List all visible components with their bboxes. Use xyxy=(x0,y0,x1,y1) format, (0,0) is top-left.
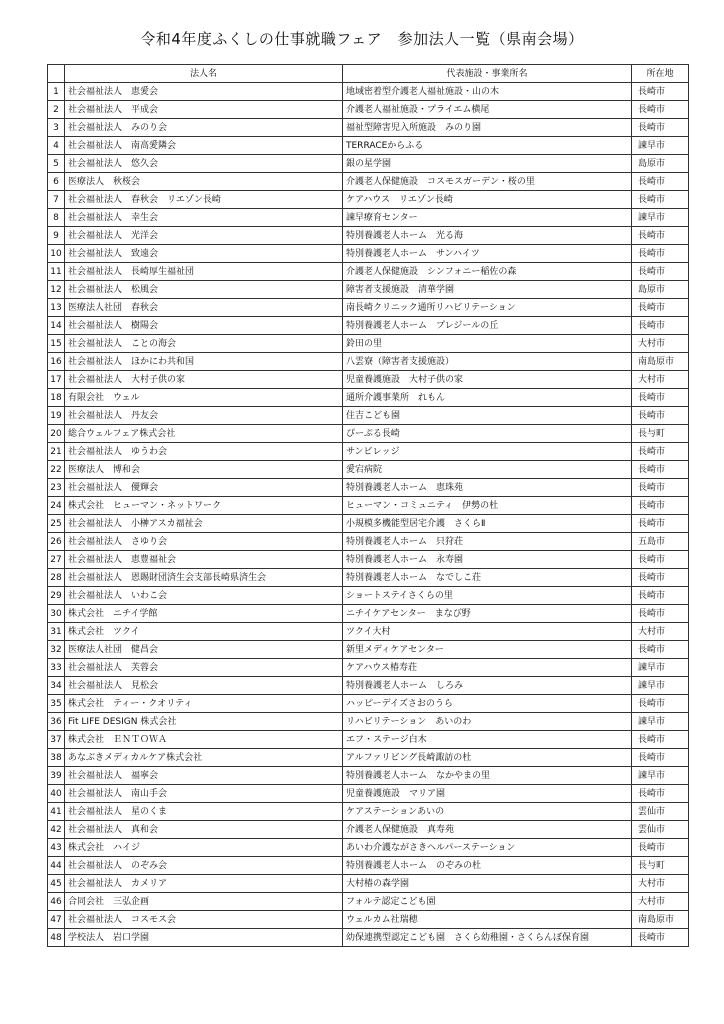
corporation-name: あなぶきメディカルケア株式会社 xyxy=(65,749,343,767)
city-name: 長崎市 xyxy=(632,641,689,659)
row-number: 13 xyxy=(48,299,65,317)
facility-name: 地域密着型介護老人福祉施設・山の木 xyxy=(343,83,632,101)
facility-name: 障害者支援施設 清華学園 xyxy=(343,281,632,299)
city-name: 大村市 xyxy=(632,623,689,641)
column-header-facility: 代表施設・事業所名 xyxy=(343,65,632,83)
participant-table xyxy=(47,64,689,947)
row-number: 47 xyxy=(48,911,65,929)
table-row xyxy=(48,731,689,749)
row-number: 41 xyxy=(48,803,65,821)
table-row xyxy=(48,533,689,551)
table-row xyxy=(48,83,689,101)
facility-name: 特別養護老人ホーム しろみ xyxy=(343,677,632,695)
table-row xyxy=(48,137,689,155)
table-row xyxy=(48,893,689,911)
row-number: 6 xyxy=(48,173,65,191)
city-name: 長崎市 xyxy=(632,119,689,137)
corporation-name: 株式会社 ＥＮＴＯＷＡ xyxy=(65,731,343,749)
city-name: 諫早市 xyxy=(632,767,689,785)
city-name: 長崎市 xyxy=(632,461,689,479)
city-name: 長崎市 xyxy=(632,515,689,533)
corporation-name: 社会福祉法人 長崎厚生福祉団 xyxy=(65,263,343,281)
facility-name: 大村椿の森学園 xyxy=(343,875,632,893)
row-number: 18 xyxy=(48,389,65,407)
city-name: 長崎市 xyxy=(632,551,689,569)
table-row xyxy=(48,317,689,335)
facility-name: 諫早療育センター xyxy=(343,209,632,227)
table-row xyxy=(48,407,689,425)
row-number: 9 xyxy=(48,227,65,245)
facility-name: ウェルカム社瑞穂 xyxy=(343,911,632,929)
table-row xyxy=(48,587,689,605)
table-row xyxy=(48,281,689,299)
city-name: 南島原市 xyxy=(632,353,689,371)
column-header-corporation: 法人名 xyxy=(65,65,343,83)
table-row xyxy=(48,839,689,857)
corporation-name: 社会福祉法人 丹友会 xyxy=(65,407,343,425)
row-number: 28 xyxy=(48,569,65,587)
city-name: 長崎市 xyxy=(632,929,689,947)
facility-name: 幼保連携型認定こども園 さくら幼稚園・さくらんぼ保育園 xyxy=(343,929,632,947)
facility-name: ケアハウス リエゾン長崎 xyxy=(343,191,632,209)
table-row xyxy=(48,659,689,677)
corporation-name: 社会福祉法人 春秋会 リエゾン長崎 xyxy=(65,191,343,209)
city-name: 長崎市 xyxy=(632,695,689,713)
corporation-name: 社会福祉法人 南高愛隣会 xyxy=(65,137,343,155)
table-row xyxy=(48,911,689,929)
table-row xyxy=(48,605,689,623)
row-number: 21 xyxy=(48,443,65,461)
corporation-name: 社会福祉法人 光洋会 xyxy=(65,227,343,245)
city-name: 雲仙市 xyxy=(632,821,689,839)
corporation-name: 医療法人社団 健昌会 xyxy=(65,641,343,659)
row-number: 33 xyxy=(48,659,65,677)
corporation-name: 医療法人 秋桜会 xyxy=(65,173,343,191)
facility-name: あいわ介護ながさきヘルパーステーション xyxy=(343,839,632,857)
corporation-name: 株式会社 ニチイ学館 xyxy=(65,605,343,623)
facility-name: ぴーぷる長崎 xyxy=(343,425,632,443)
row-number: 7 xyxy=(48,191,65,209)
row-number: 24 xyxy=(48,497,65,515)
city-name: 長崎市 xyxy=(632,587,689,605)
facility-name: 南長崎クリニック通所リハビリテーション xyxy=(343,299,632,317)
row-number: 46 xyxy=(48,893,65,911)
row-number: 19 xyxy=(48,407,65,425)
city-name: 長与町 xyxy=(632,425,689,443)
row-number: 15 xyxy=(48,335,65,353)
table-row xyxy=(48,623,689,641)
city-name: 長崎市 xyxy=(632,83,689,101)
table-row xyxy=(48,803,689,821)
corporation-name: 社会福祉法人 見松会 xyxy=(65,677,343,695)
table-row xyxy=(48,209,689,227)
facility-name: 新里メディケアセンター xyxy=(343,641,632,659)
city-name: 諫早市 xyxy=(632,659,689,677)
table-row xyxy=(48,389,689,407)
facility-name: 住吉こども園 xyxy=(343,407,632,425)
table-row xyxy=(48,191,689,209)
table-row xyxy=(48,461,689,479)
row-number: 43 xyxy=(48,839,65,857)
facility-name: 特別養護老人ホーム 恵珠苑 xyxy=(343,479,632,497)
table-row xyxy=(48,119,689,137)
row-number: 29 xyxy=(48,587,65,605)
table-row xyxy=(48,479,689,497)
table-row xyxy=(48,371,689,389)
facility-name: 特別養護老人ホーム プレジールの丘 xyxy=(343,317,632,335)
facility-name: アルファリビング長崎諏訪の杜 xyxy=(343,749,632,767)
city-name: 長崎市 xyxy=(632,191,689,209)
row-number: 35 xyxy=(48,695,65,713)
facility-name: 小規模多機能型居宅介護 さくらⅡ xyxy=(343,515,632,533)
corporation-name: 株式会社 ティー・クオリティ xyxy=(65,695,343,713)
row-number: 23 xyxy=(48,479,65,497)
corporation-name: 社会福祉法人 真和会 xyxy=(65,821,343,839)
corporation-name: 社会福祉法人 コスモス会 xyxy=(65,911,343,929)
row-number: 2 xyxy=(48,101,65,119)
table-row xyxy=(48,101,689,119)
corporation-name: 社会福祉法人 芙蓉会 xyxy=(65,659,343,677)
row-number: 44 xyxy=(48,857,65,875)
row-number: 38 xyxy=(48,749,65,767)
row-number: 10 xyxy=(48,245,65,263)
table-row xyxy=(48,425,689,443)
city-name: 諫早市 xyxy=(632,209,689,227)
facility-name: 介護老人保健施設 真寿苑 xyxy=(343,821,632,839)
column-header-no xyxy=(48,65,65,83)
facility-name: 特別養護老人ホーム なでしこ荘 xyxy=(343,569,632,587)
row-number: 34 xyxy=(48,677,65,695)
corporation-name: 総合ウェルフェア株式会社 xyxy=(65,425,343,443)
facility-name: 鈴田の里 xyxy=(343,335,632,353)
city-name: 五島市 xyxy=(632,533,689,551)
table-row xyxy=(48,551,689,569)
table-row xyxy=(48,173,689,191)
row-number: 32 xyxy=(48,641,65,659)
city-name: 長崎市 xyxy=(632,749,689,767)
row-number: 37 xyxy=(48,731,65,749)
city-name: 長崎市 xyxy=(632,785,689,803)
table-row xyxy=(48,677,689,695)
city-name: 島原市 xyxy=(632,155,689,173)
corporation-name: 社会福祉法人 悠久会 xyxy=(65,155,343,173)
city-name: 長崎市 xyxy=(632,479,689,497)
corporation-name: 社会福祉法人 ゆうわ会 xyxy=(65,443,343,461)
facility-name: 福祉型障害児入所施設 みのり園 xyxy=(343,119,632,137)
facility-name: エフ・ステージ白木 xyxy=(343,731,632,749)
corporation-name: 株式会社 ハイジ xyxy=(65,839,343,857)
row-number: 1 xyxy=(48,83,65,101)
table-row xyxy=(48,929,689,947)
city-name: 長崎市 xyxy=(632,317,689,335)
row-number: 3 xyxy=(48,119,65,137)
row-number: 22 xyxy=(48,461,65,479)
facility-name: 八雲寮（障害者支援施設） xyxy=(343,353,632,371)
corporation-name: 社会福祉法人 幸生会 xyxy=(65,209,343,227)
city-name: 長崎市 xyxy=(632,569,689,587)
facility-name: 特別養護老人ホーム 光る海 xyxy=(343,227,632,245)
facility-name: ハッピーデイズさおのうら xyxy=(343,695,632,713)
row-number: 48 xyxy=(48,929,65,947)
table-row xyxy=(48,767,689,785)
corporation-name: Fit LIFE DESIGN 株式会社 xyxy=(65,713,343,731)
corporation-name: 社会福祉法人 福寧会 xyxy=(65,767,343,785)
facility-name: ヒューマン・コミュニティ 伊勢の杜 xyxy=(343,497,632,515)
table-row xyxy=(48,443,689,461)
corporation-name: 社会福祉法人 恵豊福祉会 xyxy=(65,551,343,569)
facility-name: 特別養護老人ホーム なかやまの里 xyxy=(343,767,632,785)
city-name: 長崎市 xyxy=(632,839,689,857)
row-number: 39 xyxy=(48,767,65,785)
facility-name: 特別養護老人ホーム 永寿園 xyxy=(343,551,632,569)
table-row xyxy=(48,749,689,767)
corporation-name: 社会福祉法人 南山手会 xyxy=(65,785,343,803)
facility-name: 通所介護事業所 れもん xyxy=(343,389,632,407)
facility-name: 銀の星学園 xyxy=(343,155,632,173)
table-row xyxy=(48,353,689,371)
facility-name: ツクイ大村 xyxy=(343,623,632,641)
facility-name: TERRACEからふる xyxy=(343,137,632,155)
corporation-name: 社会福祉法人 さゆり会 xyxy=(65,533,343,551)
corporation-name: 社会福祉法人 優輝会 xyxy=(65,479,343,497)
row-number: 20 xyxy=(48,425,65,443)
corporation-name: 株式会社 ヒューマン・ネットワーク xyxy=(65,497,343,515)
facility-name: ケアステーションあいの xyxy=(343,803,632,821)
facility-name: フォルテ認定こども園 xyxy=(343,893,632,911)
corporation-name: 合同会社 三弘企画 xyxy=(65,893,343,911)
city-name: 長崎市 xyxy=(632,407,689,425)
row-number: 14 xyxy=(48,317,65,335)
table-row xyxy=(48,227,689,245)
row-number: 40 xyxy=(48,785,65,803)
row-number: 11 xyxy=(48,263,65,281)
city-name: 長与町 xyxy=(632,857,689,875)
table-row xyxy=(48,155,689,173)
table-row xyxy=(48,821,689,839)
city-name: 雲仙市 xyxy=(632,803,689,821)
city-name: 諫早市 xyxy=(632,137,689,155)
corporation-name: 社会福祉法人 ことの海会 xyxy=(65,335,343,353)
corporation-name: 有限会社 ウェル xyxy=(65,389,343,407)
row-number: 36 xyxy=(48,713,65,731)
city-name: 大村市 xyxy=(632,893,689,911)
corporation-name: 社会福祉法人 樹陽会 xyxy=(65,317,343,335)
facility-name: ショートステイさくらの里 xyxy=(343,587,632,605)
city-name: 長崎市 xyxy=(632,731,689,749)
corporation-name: 社会福祉法人 平成会 xyxy=(65,101,343,119)
city-name: 長崎市 xyxy=(632,443,689,461)
table-row xyxy=(48,857,689,875)
column-header-city: 所在地 xyxy=(632,65,689,83)
facility-name: 介護老人福祉施設・プライエム横尾 xyxy=(343,101,632,119)
city-name: 長崎市 xyxy=(632,299,689,317)
city-name: 長崎市 xyxy=(632,245,689,263)
city-name: 長崎市 xyxy=(632,497,689,515)
table-row xyxy=(48,695,689,713)
row-number: 4 xyxy=(48,137,65,155)
facility-name: 児童養護施設 マリア園 xyxy=(343,785,632,803)
corporation-name: 学校法人 岩口学園 xyxy=(65,929,343,947)
table-row xyxy=(48,245,689,263)
row-number: 27 xyxy=(48,551,65,569)
city-name: 長崎市 xyxy=(632,101,689,119)
row-number: 5 xyxy=(48,155,65,173)
corporation-name: 社会福祉法人 小榊アスカ福祉会 xyxy=(65,515,343,533)
table-row xyxy=(48,497,689,515)
corporation-name: 社会福祉法人 いわこ会 xyxy=(65,587,343,605)
facility-name: 特別養護老人ホーム のぞみの杜 xyxy=(343,857,632,875)
city-name: 長崎市 xyxy=(632,263,689,281)
corporation-name: 社会福祉法人 みのり会 xyxy=(65,119,343,137)
corporation-name: 医療法人社団 春秋会 xyxy=(65,299,343,317)
corporation-name: 社会福祉法人 のぞみ会 xyxy=(65,857,343,875)
facility-name: 特別養護老人ホーム 只狩荘 xyxy=(343,533,632,551)
row-number: 16 xyxy=(48,353,65,371)
corporation-name: 株式会社 ツクイ xyxy=(65,623,343,641)
facility-name: ケアハウス椿寿荘 xyxy=(343,659,632,677)
city-name: 大村市 xyxy=(632,875,689,893)
facility-name: サンビレッジ xyxy=(343,443,632,461)
row-number: 12 xyxy=(48,281,65,299)
row-number: 8 xyxy=(48,209,65,227)
city-name: 諫早市 xyxy=(632,713,689,731)
city-name: 長崎市 xyxy=(632,605,689,623)
facility-name: 介護老人保健施設 コスモスガーデン・桜の里 xyxy=(343,173,632,191)
corporation-name: 社会福祉法人 致遠会 xyxy=(65,245,343,263)
corporation-name: 社会福祉法人 松風会 xyxy=(65,281,343,299)
table-row xyxy=(48,785,689,803)
table-row xyxy=(48,713,689,731)
table-header-row xyxy=(48,65,689,83)
facility-name: リハビリテーション あいのわ xyxy=(343,713,632,731)
table-row xyxy=(48,515,689,533)
row-number: 42 xyxy=(48,821,65,839)
corporation-name: 医療法人 博和会 xyxy=(65,461,343,479)
city-name: 大村市 xyxy=(632,335,689,353)
row-number: 31 xyxy=(48,623,65,641)
table-row xyxy=(48,335,689,353)
corporation-name: 社会福祉法人 星のくま xyxy=(65,803,343,821)
row-number: 25 xyxy=(48,515,65,533)
city-name: 長崎市 xyxy=(632,227,689,245)
page-title: 令和4年度ふくしの仕事就職フェア 参加法人一覧（県南会場） xyxy=(140,30,584,48)
table-row xyxy=(48,299,689,317)
city-name: 長崎市 xyxy=(632,173,689,191)
table-row xyxy=(48,641,689,659)
facility-name: 介護老人保健施設 シンフォニー稲佐の森 xyxy=(343,263,632,281)
city-name: 南島原市 xyxy=(632,911,689,929)
city-name: 諫早市 xyxy=(632,677,689,695)
table-row xyxy=(48,569,689,587)
corporation-name: 社会福祉法人 恩賜財団済生会支部長崎県済生会 xyxy=(65,569,343,587)
corporation-name: 社会福祉法人 カメリア xyxy=(65,875,343,893)
facility-name: 児童養護施設 大村子供の家 xyxy=(343,371,632,389)
facility-name: ニチイケアセンター まなび野 xyxy=(343,605,632,623)
row-number: 45 xyxy=(48,875,65,893)
row-number: 17 xyxy=(48,371,65,389)
corporation-name: 社会福祉法人 大村子供の家 xyxy=(65,371,343,389)
city-name: 大村市 xyxy=(632,371,689,389)
row-number: 26 xyxy=(48,533,65,551)
facility-name: 愛宕病院 xyxy=(343,461,632,479)
row-number: 30 xyxy=(48,605,65,623)
corporation-name: 社会福祉法人 ほかにわ共和国 xyxy=(65,353,343,371)
city-name: 長崎市 xyxy=(632,389,689,407)
table-row xyxy=(48,263,689,281)
corporation-name: 社会福祉法人 恵愛会 xyxy=(65,83,343,101)
facility-name: 特別養護老人ホーム サンハイツ xyxy=(343,245,632,263)
city-name: 島原市 xyxy=(632,281,689,299)
table-row xyxy=(48,875,689,893)
